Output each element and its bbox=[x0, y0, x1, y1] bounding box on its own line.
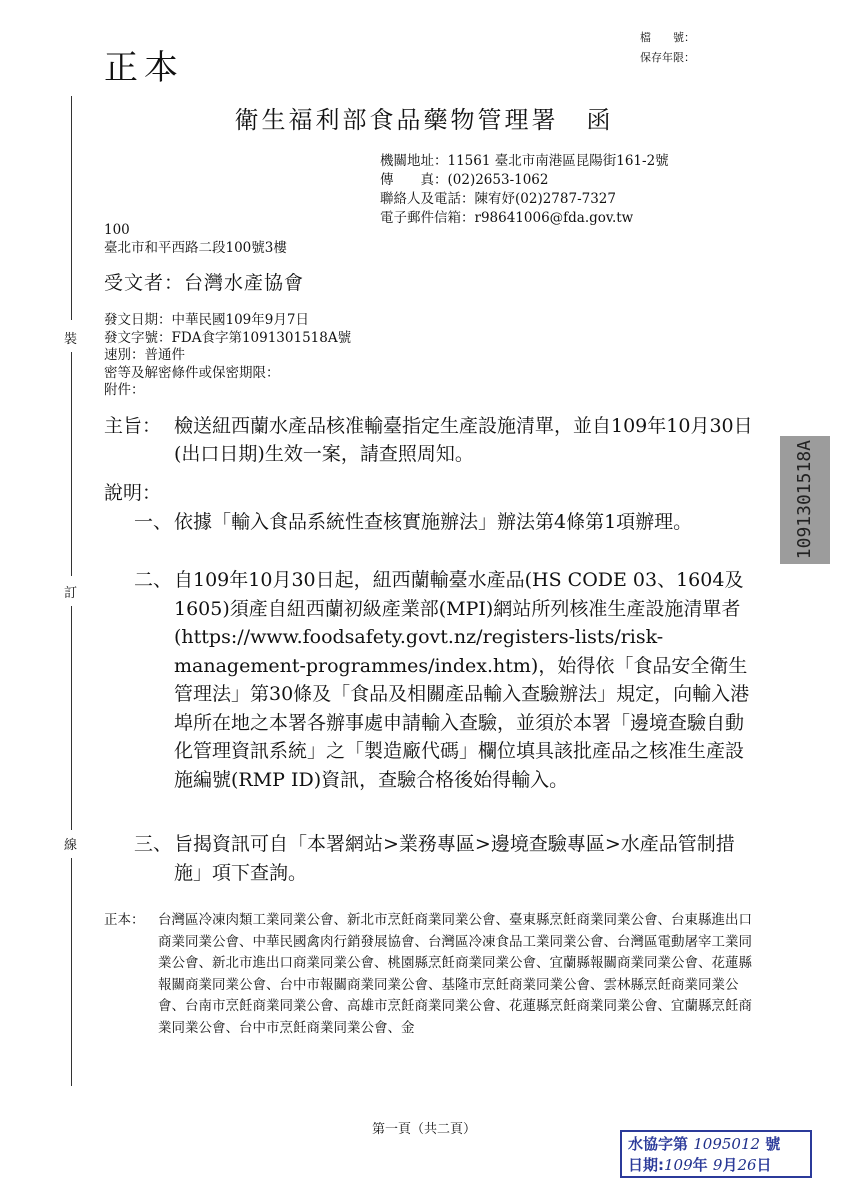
carbon-copy-list bbox=[104, 910, 754, 1039]
side-stamp bbox=[780, 436, 830, 564]
receipt-suffix: 號 bbox=[765, 1135, 781, 1153]
confidentiality: 密等及解密條件或保密期限： bbox=[104, 364, 280, 381]
agency-fax: 傳 真：(02)2653-1062 bbox=[380, 172, 549, 188]
explanation-item-2 bbox=[134, 566, 754, 794]
receipt-stamp bbox=[620, 1130, 812, 1178]
agency-info bbox=[380, 152, 669, 228]
binding-line bbox=[66, 96, 78, 1086]
document-meta bbox=[104, 312, 351, 400]
item-text: 旨揭資訊可自「本署網站>業務專區>邊境查驗專區>水產品管制措施」項下查詢。 bbox=[174, 833, 735, 884]
receipt-month-unit: 月 bbox=[722, 1156, 738, 1174]
recipient-address bbox=[104, 221, 287, 257]
cc-label: 正本： bbox=[104, 912, 145, 928]
receipt-day-unit: 日 bbox=[756, 1156, 772, 1174]
side-stamp-number: 1091301518A bbox=[794, 440, 815, 560]
file-number-label: 檔 號： bbox=[640, 31, 695, 44]
explanation-item-3 bbox=[134, 830, 754, 887]
item-text: 自109年10月30日起，紐西蘭輸臺水產品(HS CODE 03、1604及1605)須產自紐西蘭初級產業部(MPI)網站所列核准生產設施清單者(https://www.foodsafety.govt.nz/registers-lists/risk-management-programmes/index.htm)，始得依「食品安全衛生管理法」第30條及「食品及相關產品輸入查驗辦法」規定，向輸入港埠所在地之本署各辦事處申請輸入查驗，並須於本署「邊境查驗自動化管理資訊系統」之「製造廠代碼」欄位填具該批產品之核准生產設施編號(RMP ID)資訊，查驗合格後始得輸入。 bbox=[174, 569, 750, 791]
issue-date: 發文日期：中華民國109年9月7日 bbox=[104, 312, 309, 328]
receipt-day: 26 bbox=[737, 1156, 757, 1174]
receipt-prefix: 水協字第 bbox=[628, 1135, 689, 1153]
explanation-item-1 bbox=[134, 508, 754, 537]
binding-char-mid: 訂 bbox=[64, 586, 78, 601]
binding-char-top: 裝 bbox=[64, 332, 78, 347]
receipt-date-label: 日期: bbox=[628, 1156, 664, 1174]
item-text: 依據「輸入食品系統性查核實施辦法」辦法第4條第1項辦理。 bbox=[174, 511, 693, 533]
agency-email: 電子郵件信箱：r98641006@fda.gov.tw bbox=[380, 210, 634, 226]
subject-label: 主旨： bbox=[104, 415, 162, 437]
receipt-year-unit: 年 bbox=[692, 1156, 708, 1174]
item-number: 二、 bbox=[134, 569, 173, 591]
subject-text: 檢送紐西蘭水產品核准輸臺指定生產設施清單，並自109年10月30日(出口日期)生效一案，請查照周知。 bbox=[174, 415, 753, 465]
document-title bbox=[0, 100, 848, 135]
file-meta bbox=[640, 28, 695, 68]
subject bbox=[104, 412, 754, 468]
cc-text: 台灣區冷凍肉類工業同業公會、新北市烹飪商業同業公會、臺東縣烹飪商業同業公會、台東縣進出口商業同業公會、中華民國禽肉行銷發展協會、台灣區冷凍食品工業同業公會、台灣區電動屠宰工業同業公會、新北市進出口商業同業公會、桃園縣烹飪商業同業公會、宜蘭縣報關商業同業公會、花蓮縣報關商業同業公會、台中市報關商業同業公會、基隆市烹飪商業同業公會、雲林縣烹飪商業同業公會、台南市烹飪商業同業公會、高雄市烹飪商業同業公會、花蓮縣烹飪商業同業公會、宜蘭縣烹飪商業同業公會、台中市烹飪商業同業公會、金 bbox=[158, 912, 752, 1036]
binding-char-bottom: 線 bbox=[64, 838, 78, 853]
receipt-year: 109 bbox=[664, 1156, 693, 1174]
page-footer: 第一頁（共二頁） bbox=[371, 1122, 476, 1137]
item-number: 一、 bbox=[134, 511, 173, 533]
document-number: 發文字號：FDA食字第1091301518A號 bbox=[104, 329, 352, 346]
attachments: 附件： bbox=[104, 382, 145, 398]
receipt-number: 1095012 bbox=[693, 1135, 761, 1153]
item-number: 三、 bbox=[134, 833, 173, 855]
agency-address: 機關地址：11561 臺北市南港區昆陽街161-2號 bbox=[380, 153, 669, 169]
postal-code: 100 bbox=[104, 222, 130, 238]
explanation-label: 說明： bbox=[104, 482, 162, 504]
agency-name: 衛生福利部食品藥物管理署 bbox=[234, 106, 559, 134]
street-address: 臺北市和平西路二段100號3樓 bbox=[104, 240, 287, 256]
retention-label: 保存年限： bbox=[640, 51, 695, 64]
recipient: 受文者：台灣水產協會 bbox=[104, 272, 305, 294]
original-copy-marking: 正本 bbox=[104, 48, 184, 88]
document-type: 函 bbox=[586, 106, 614, 134]
agency-contact: 聯絡人及電話：陳宥妤(02)2787-7327 bbox=[380, 191, 616, 207]
urgency: 速別：普通件 bbox=[104, 347, 185, 363]
receipt-month: 9 bbox=[712, 1156, 723, 1174]
